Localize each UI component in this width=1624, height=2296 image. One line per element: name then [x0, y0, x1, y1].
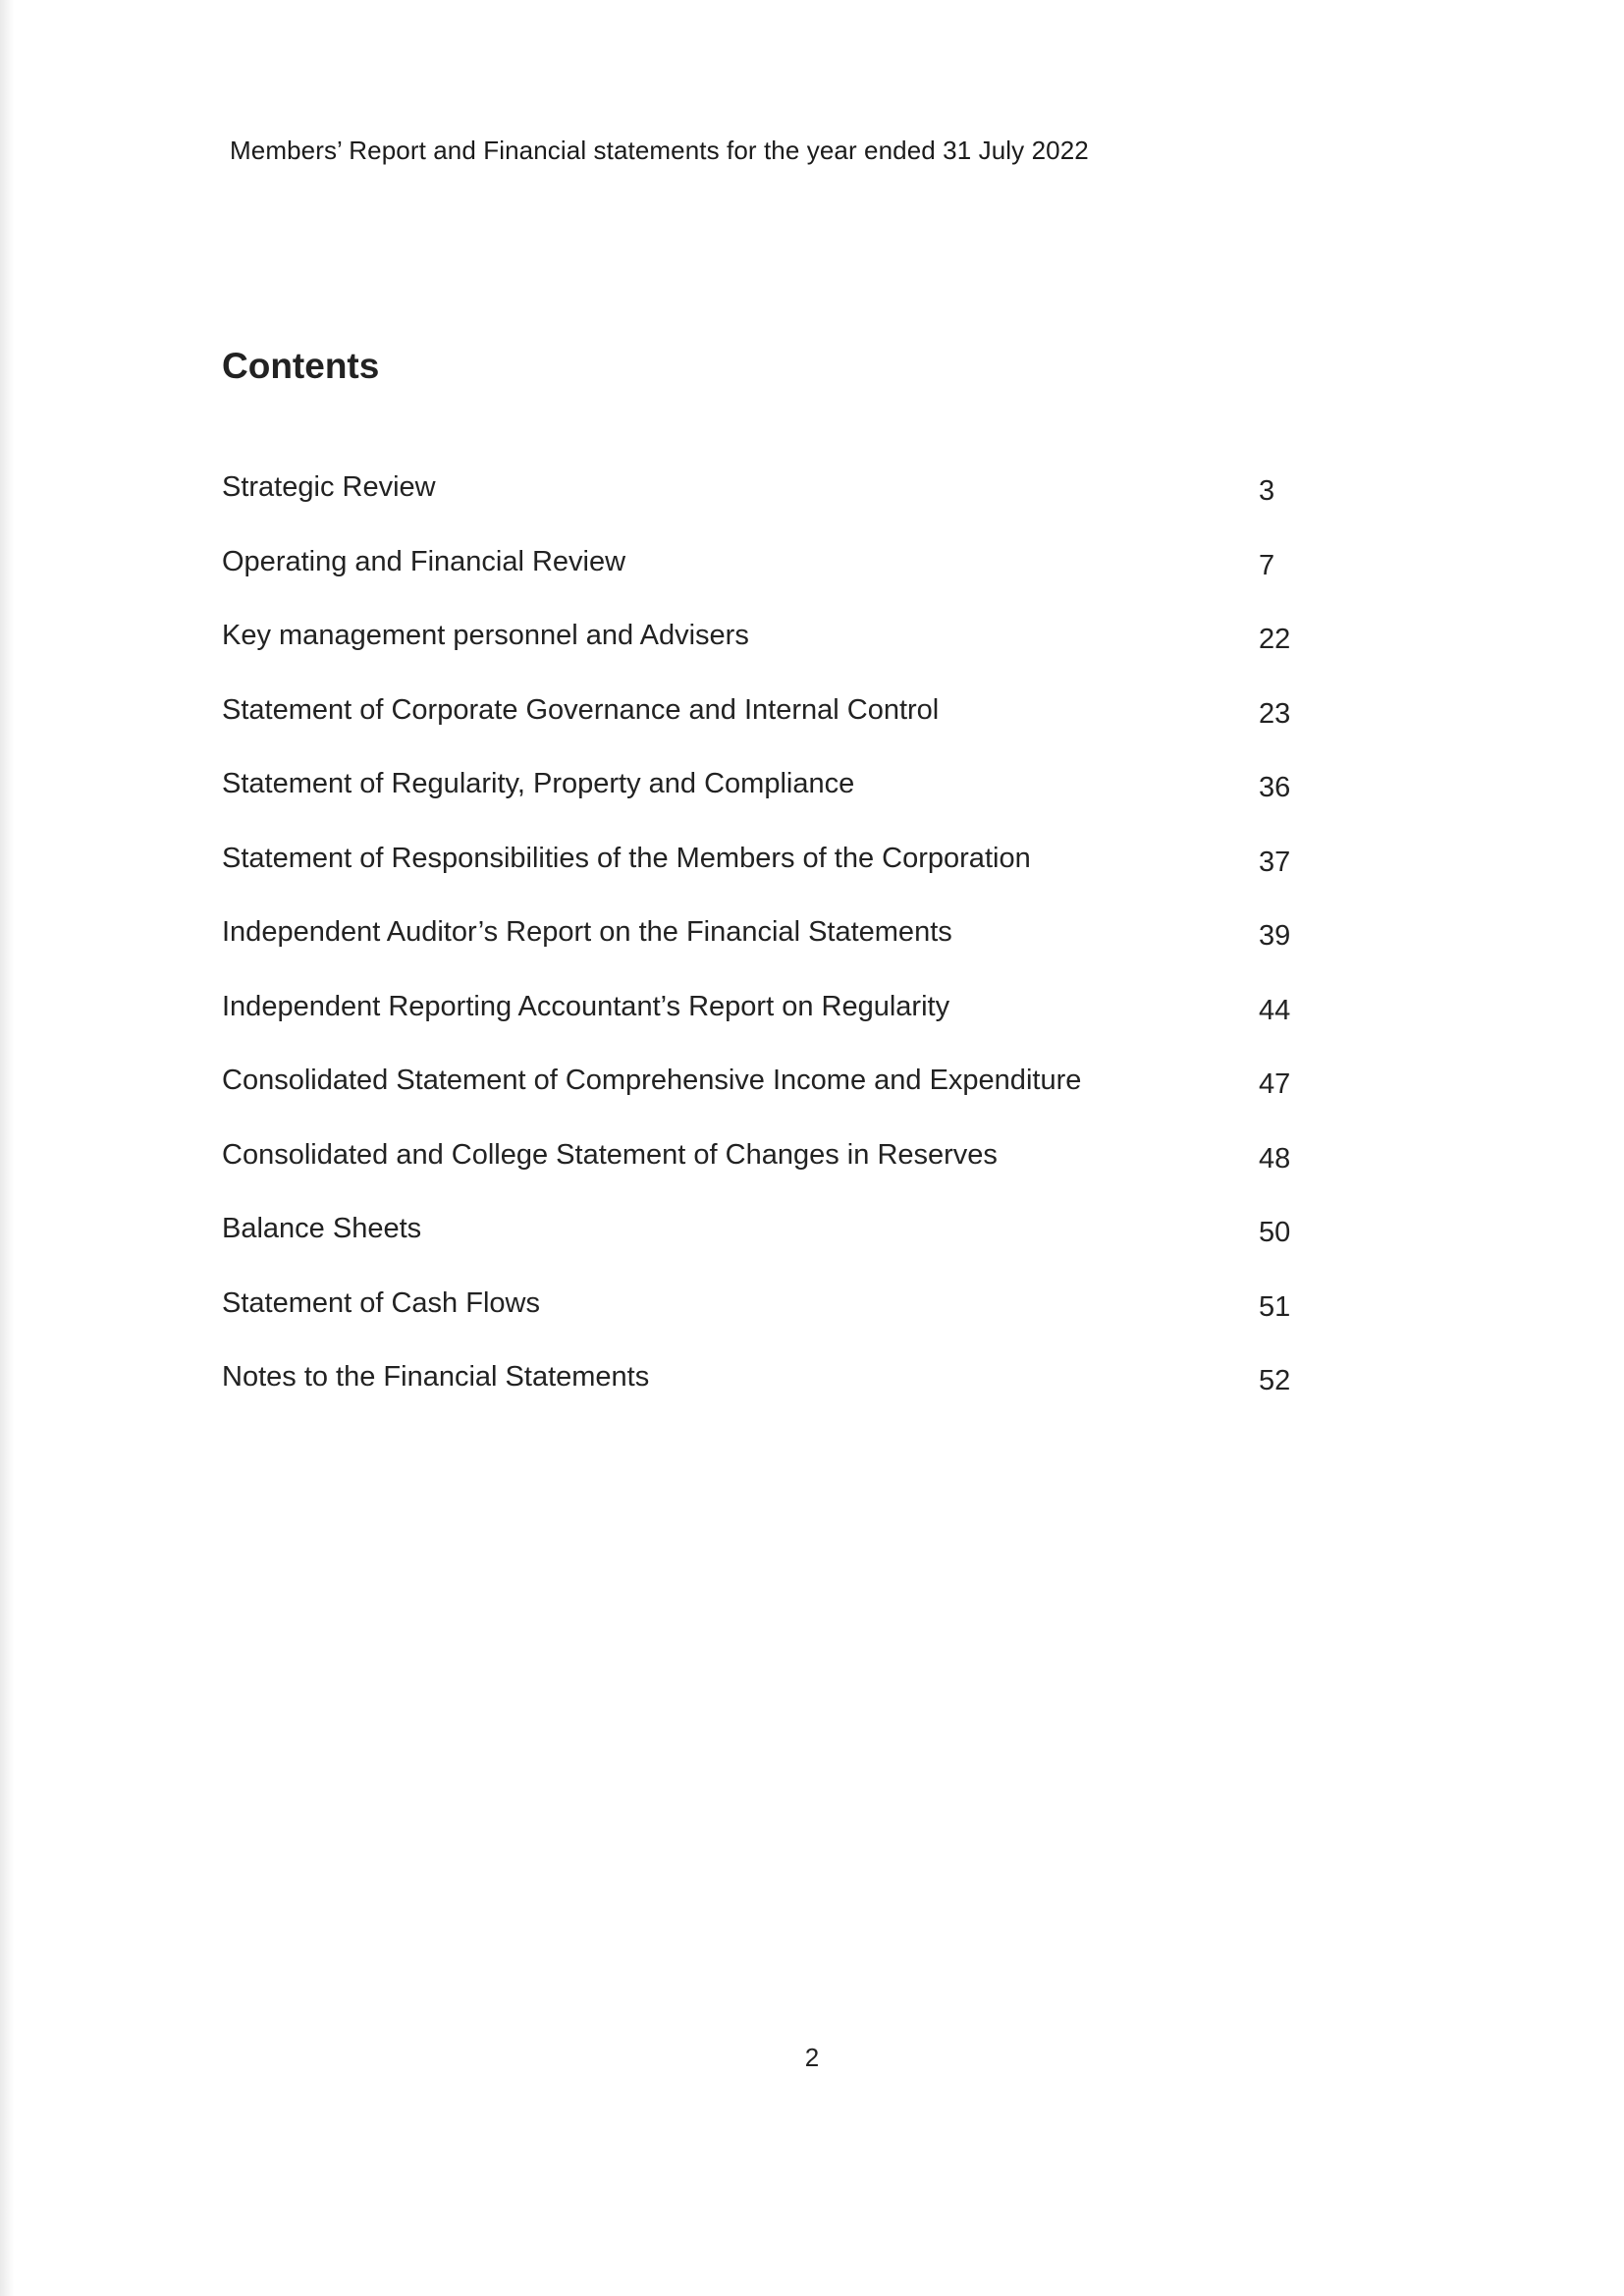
- toc-entry-page: 7: [1259, 549, 1275, 581]
- toc-entry-title: Consolidated Statement of Comprehensive Income and Expenditure: [222, 1065, 1082, 1096]
- toc-entry-title: Key management personnel and Advisers: [222, 620, 749, 651]
- toc-entry: [222, 768, 1312, 843]
- toc-entry-page: 50: [1259, 1217, 1291, 1248]
- contents-heading: Contents: [222, 346, 380, 386]
- toc-entry: [222, 1361, 1312, 1436]
- toc-entry: [222, 843, 1312, 917]
- toc-entry-title: Independent Reporting Accountant’s Report on Regularity: [222, 990, 950, 1022]
- toc-entry-title: Consolidated and College Statement of Changes in Reserves: [222, 1138, 998, 1171]
- toc-entry-page: 23: [1259, 697, 1291, 730]
- toc-entry: [222, 546, 1312, 621]
- table-of-contents: [222, 471, 1312, 1436]
- page-number: 2: [804, 2043, 820, 2072]
- toc-entry-page: 51: [1259, 1290, 1291, 1323]
- toc-entry-page: 3: [1259, 475, 1275, 507]
- toc-entry-title: Statement of Cash Flows: [222, 1286, 540, 1319]
- toc-entry-title: Independent Auditor’s Report on the Financial Statements: [222, 916, 952, 948]
- toc-entry-page: 36: [1259, 772, 1291, 803]
- toc-entry-page: 37: [1259, 846, 1291, 878]
- toc-entry-page: 47: [1259, 1068, 1291, 1100]
- toc-entry: [222, 1065, 1312, 1139]
- toc-entry-page: 44: [1259, 994, 1291, 1026]
- toc-entry-page: 39: [1259, 920, 1291, 952]
- toc-entry: [222, 694, 1312, 769]
- toc-entry-title: Statement of Corporate Governance and Internal Control: [222, 693, 940, 726]
- toc-entry: [222, 1139, 1312, 1214]
- toc-entry-title: Notes to the Financial Statements: [222, 1361, 650, 1393]
- toc-entry-title: Strategic Review: [222, 471, 436, 503]
- toc-entry-title: Statement of Regularity, Property and Compliance: [222, 768, 855, 799]
- toc-entry-title: Statement of Responsibilities of the Members of the Corporation: [222, 842, 1031, 874]
- toc-entry-page: 22: [1259, 624, 1291, 655]
- toc-entry: [222, 1213, 1312, 1287]
- toc-entry-title: Operating and Financial Review: [222, 545, 626, 577]
- toc-entry-page: 48: [1259, 1142, 1291, 1175]
- running-header: Members’ Report and Financial statements for the year ended 31 July 2022: [230, 136, 1089, 165]
- toc-entry: [222, 991, 1312, 1066]
- toc-entry: [222, 1287, 1312, 1362]
- page-edge: [0, 0, 14, 2296]
- toc-entry-page: 52: [1259, 1365, 1291, 1396]
- toc-entry: [222, 916, 1312, 991]
- toc-entry-title: Balance Sheets: [222, 1213, 422, 1244]
- toc-entry: [222, 471, 1312, 546]
- toc-entry: [222, 620, 1312, 694]
